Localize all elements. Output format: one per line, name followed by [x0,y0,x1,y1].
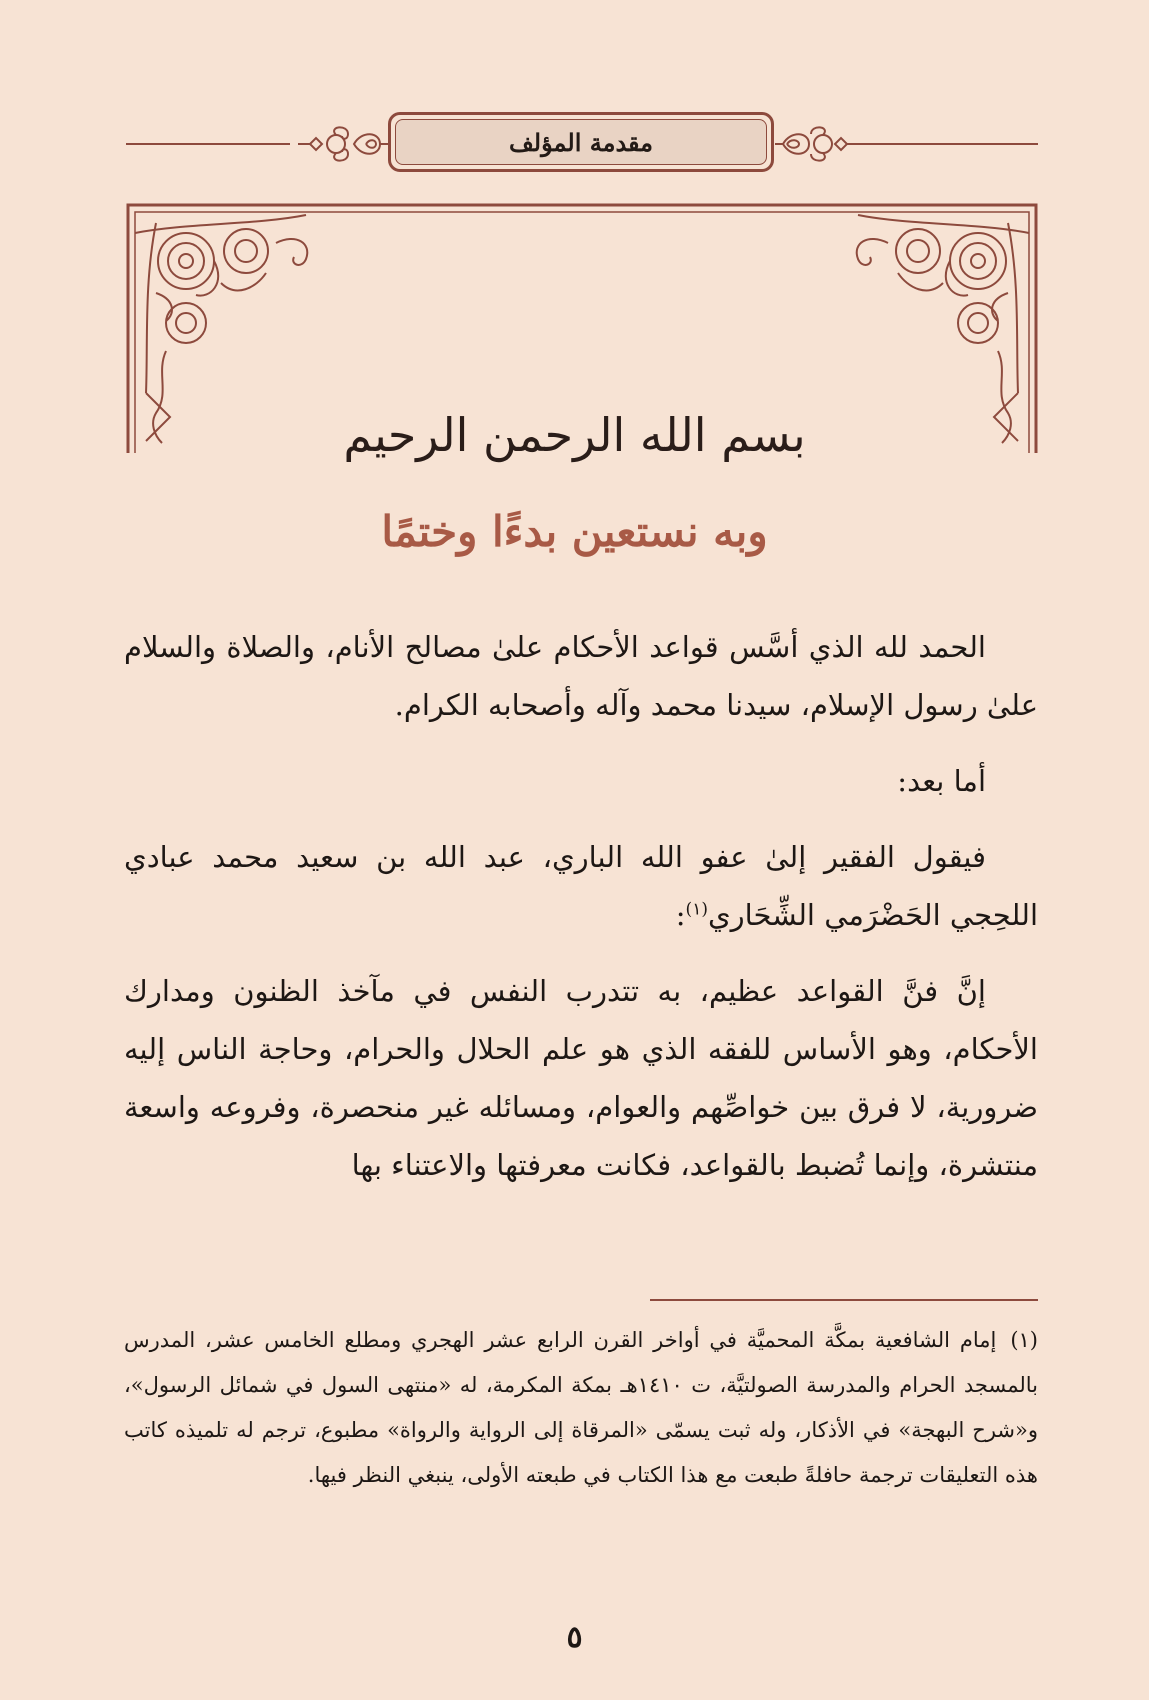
header-rule-right [856,143,1038,145]
paragraph-author-intro [124,828,1038,944]
footnote-number: (١) [1010,1328,1038,1352]
section-heading: وبه نستعين بدءًا وختمًا [381,507,768,556]
footnote-text: إمام الشافعية بمكَّة المحميَّة في أواخر القرن الرابع عشر الهجري ومطلع الخامس عشر، المدرس بالمسجد الحرام والمدرسة الصولتيَّة، ت ١٤١٠هـ بمكة المكرمة، له «منتهى السول في شمائل الرسول»، و«شرح البهجة» في الأذكار، وله ثبت يسمّى «المرقاة إلى الرواية والرواة» مطبوع، ترجم له تلميذه كاتب هذه التعليقات ترجمة حافلةً طبعت مع هذا الكتاب في طبعته الأولى، ينبغي النظر فيها. [124,1328,1038,1487]
footnote [124,1318,1038,1498]
header-ornament-right [773,120,859,168]
footnote-reference[interactable]: (١) [685,899,708,920]
main-text [124,618,1038,1212]
header-rule-left [126,143,290,145]
paragraph-qawaid: إنَّ فنَّ القواعد عظيم، به تتدرب النفس في مآخذ الظنون ومدارك الأحكام، وهو الأساس للفقه الذي هو علم الحلال والحرام، وحاجة الناس إليه ضرورية، لا فرق بين خواصِّهم والعوام، ومسائله غير منحصرة، وفروعه واسعة منتشرة، وإنما تُضبط بالقواعد، فكانت معرفتها والاعتناء بها [124,974,1038,1182]
header-title-box [388,112,774,172]
running-header-title: مقدمة المؤلف [395,119,767,165]
paragraph-praise: الحمد لله الذي أسَّس قواعد الأحكام علىٰ مصالح الأنام، والصلاة والسلام علىٰ رسول الإسلام، سيدنا محمد وآله وأصحابه الكرام. [124,630,1038,722]
footnote-separator [650,1299,1038,1301]
author-intro-text: فيقول الفقير إلىٰ عفو الله الباري، عبد الله بن سعيد محمد عبادي اللحِجي الحَضْرَمي الشِّحَاري [124,840,1038,932]
header-ornament-left [296,120,392,168]
author-intro-colon: : [675,898,686,932]
paragraph-amma-bad: أما بعد: [897,764,986,798]
page-number: ٥ [566,1620,583,1655]
basmala-calligraphy: بسم الله الرحمن الرحيم [343,408,806,462]
